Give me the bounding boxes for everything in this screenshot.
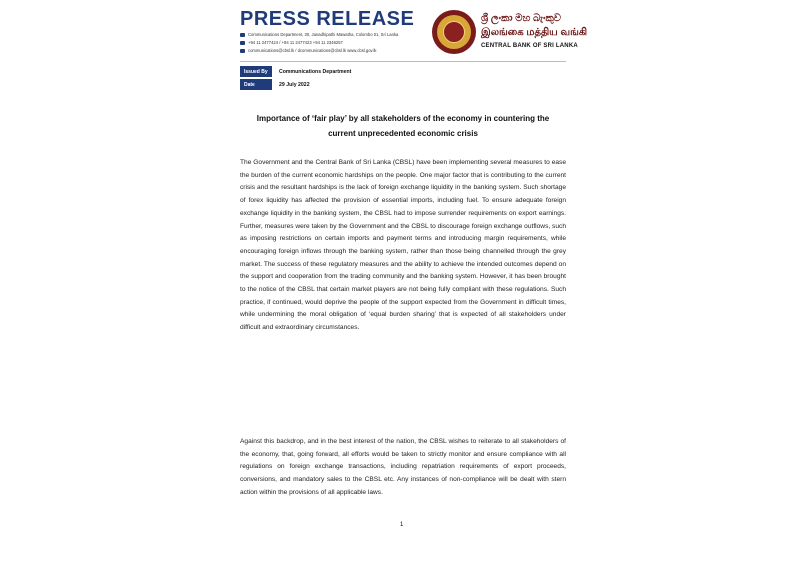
press-release-title: PRESS RELEASE: [240, 8, 415, 30]
contact-phone: [240, 39, 420, 46]
issued-by-value: Communications Department: [279, 68, 352, 75]
body-paragraph-2: Against this backdrop, and in the best interest of the nation, the CBSL wishes to reiterate to all stakeholders of the economy, that, going forward, all efforts would be taken to strictly monitor and ensure compliance with all regulations on foreign exchange transactions, including repatriation requirements of export proceeds, conversions, and mandatory sales to the CBSL etc. Any instances of non-compliance will be dealt with stern action within the provisions of all applicable laws.: [240, 438, 566, 496]
bank-name-tamil: இலங்கை மத்திய வங்கி: [481, 27, 588, 38]
header-divider: [240, 61, 566, 62]
contact-address: [240, 31, 420, 38]
release-heading: [236, 111, 570, 141]
issued-by-row: [240, 66, 440, 77]
page-number: 1: [400, 522, 404, 528]
contact-email-text: communications@cbsl.lk / dcommunications@cbsl.lk www.cbsl.gov.lk: [248, 48, 377, 53]
contact-address-text: Communications Department, 30, Janadhipathi Mawatha, Colombo 01, Sri Lanka: [248, 32, 399, 37]
heading-line-1: Importance of ‘fair play’ by all stakeholders of the economy in countering the: [256, 114, 550, 123]
contact-block: [240, 31, 420, 55]
date-label: Date: [240, 79, 272, 90]
bank-name-english: CENTRAL BANK OF SRI LANKA: [481, 43, 578, 49]
issued-by-label: Issued By: [240, 66, 272, 77]
phone-icon: [240, 41, 245, 45]
contact-phone-text: +94 11 2477424 / +94 11 2477423 +94 11 2346257: [248, 40, 343, 45]
issue-meta-table: [240, 66, 440, 92]
location-icon: [240, 33, 245, 37]
cbsl-seal-logo: [432, 10, 476, 54]
body-paragraph-1: The Government and the Central Bank of Sri Lanka (CBSL) have been implementing several measures to ease the burden of the current economic hardships on the people. One major factor that is contributing to the current crisis and the resultant hardships is the lack of foreign exchange liquidity in the banking system. Such shortage of forex liquidity has affected the provision of essential imports, including fuel. To ensure adequate foreign exchange liquidity in the banking system, the CBSL had to impose surrender requirements on export earnings. Further, measures were taken by the Government and the CBSL to discourage foreign exchange outflows, such as imposing restrictions on certain imports and payment terms and introducing margin requirements, while encouraging foreign inflows through the banking system, rather than those being channelled through the grey market. The success of these regulatory measures and the ability to achieve the intended outcomes depend on the support and cooperation from the trading community and the banking system. However, it has been brought to the notice of the CBSL that certain market players are not being fully compliant with these regulations. Such practice, if continued, would deprive the people of the support expected from the Government in difficult times, while undermining the moral obligation of ‘equal burden sharing’ that is expected of all stakeholders under difficult and extraordinary circumstances.: [240, 159, 566, 332]
bank-name-sinhala: ශ්‍රී ලංකා මහ බැංකුව: [481, 13, 561, 24]
heading-line-2: current unprecedented economic crisis: [328, 129, 478, 138]
date-row: [240, 79, 440, 90]
email-icon: [240, 49, 245, 53]
contact-email: [240, 47, 420, 54]
date-value: 29 July 2022: [279, 81, 310, 88]
